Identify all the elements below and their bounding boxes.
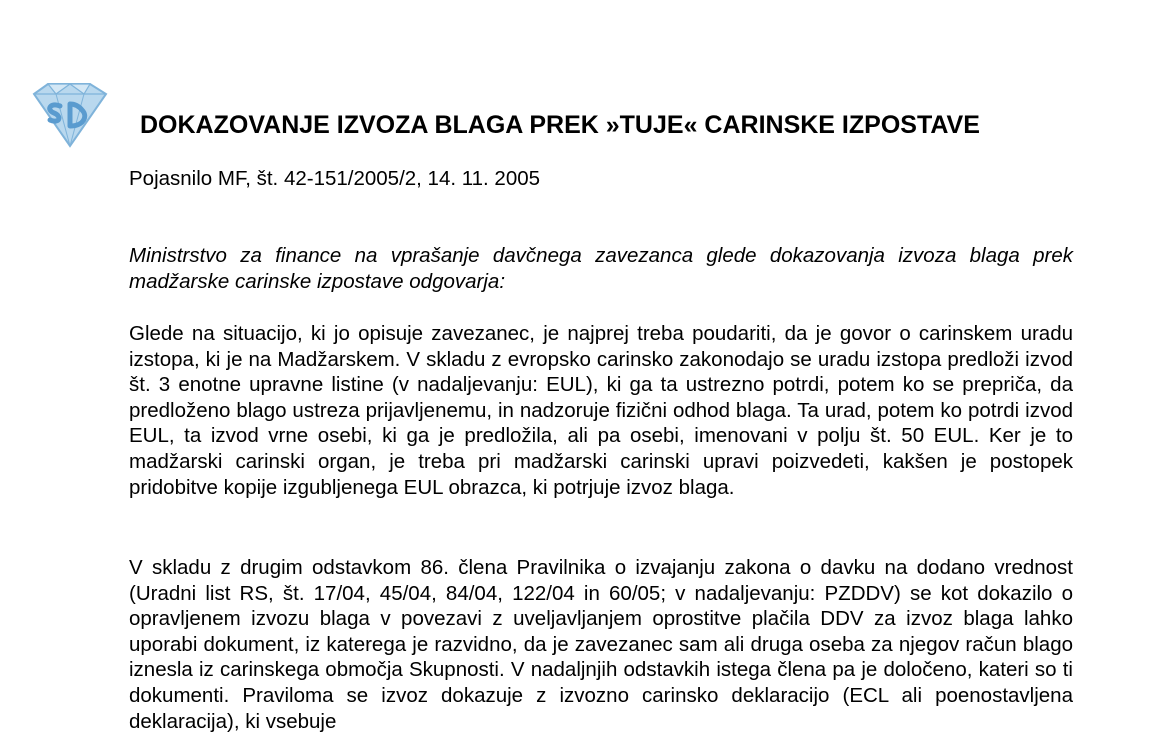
logo (26, 80, 112, 150)
intro-paragraph: Ministrstvo za finance na vprašanje davčnega zavezanca glede dokazovanja izvoza blaga prek madžarske carinske izpostave odgovarja: (129, 244, 1073, 293)
body-paragraph: Glede na situacijo, ki jo opisuje zavezanec, je najprej treba poudariti, da je govor o carinskem uradu izstopa, ki je na Madžarskem. V skladu z evropsko carinsko zakonodajo se uradu izstopa predloži izvod št. 3 enotne upravne listine (v nadaljevanju: EUL), ki ga ta ustrezno potrdi, potem ko se prepriča, da predloženo blago ustreza prijavljenemu, in nadzoruje fizični odhod blaga. Ta urad, potem ko potrdi izvod EUL, ta izvod vrne osebi, ki ga je predložila, ali pa osebi, imenovani v polju št. 50 EUL. Ker je to madžarski carinski organ, je treba pri madžarski carinski upravi poizvedeti, kakšen je postopek pridobitve kopije izgubljenega EUL obrazca, ki potrjuje izvoz blaga. (129, 322, 1073, 499)
document-title: DOKAZOVANJE IZVOZA BLAGA PREK »TUJE« CARINSKE IZPOSTAVE (140, 111, 980, 139)
body-paragraph: V skladu z drugim odstavkom 86. člena Pravilnika o izvajanju zakona o davku na dodano vrednost (Uradni list RS, št. 17/04, 45/04, 84/04, 122/04 in 60/05; v nadaljevanju: PZDDV) se kot dokazilo o opravljenem izvozu blaga v povezavi z uveljavljanjem oprostitve plačila DDV za izvoz blaga lahko uporabi dokument, iz katerega je razvidno, da je zavezanec sam ali druga oseba za njegov račun blago iznesla iz carinskega območja Skupnosti. V nadaljnjih odstavkih istega člena pa je določeno, kateri so ti dokumenti. Praviloma se izvoz dokazuje z izvozno carinsko deklaracijo (ECL ali poenostavljena deklaracija), ki vsebuje (129, 556, 1073, 733)
document-subtitle: Pojasnilo MF, št. 42-151/2005/2, 14. 11. 2005 (129, 167, 541, 190)
